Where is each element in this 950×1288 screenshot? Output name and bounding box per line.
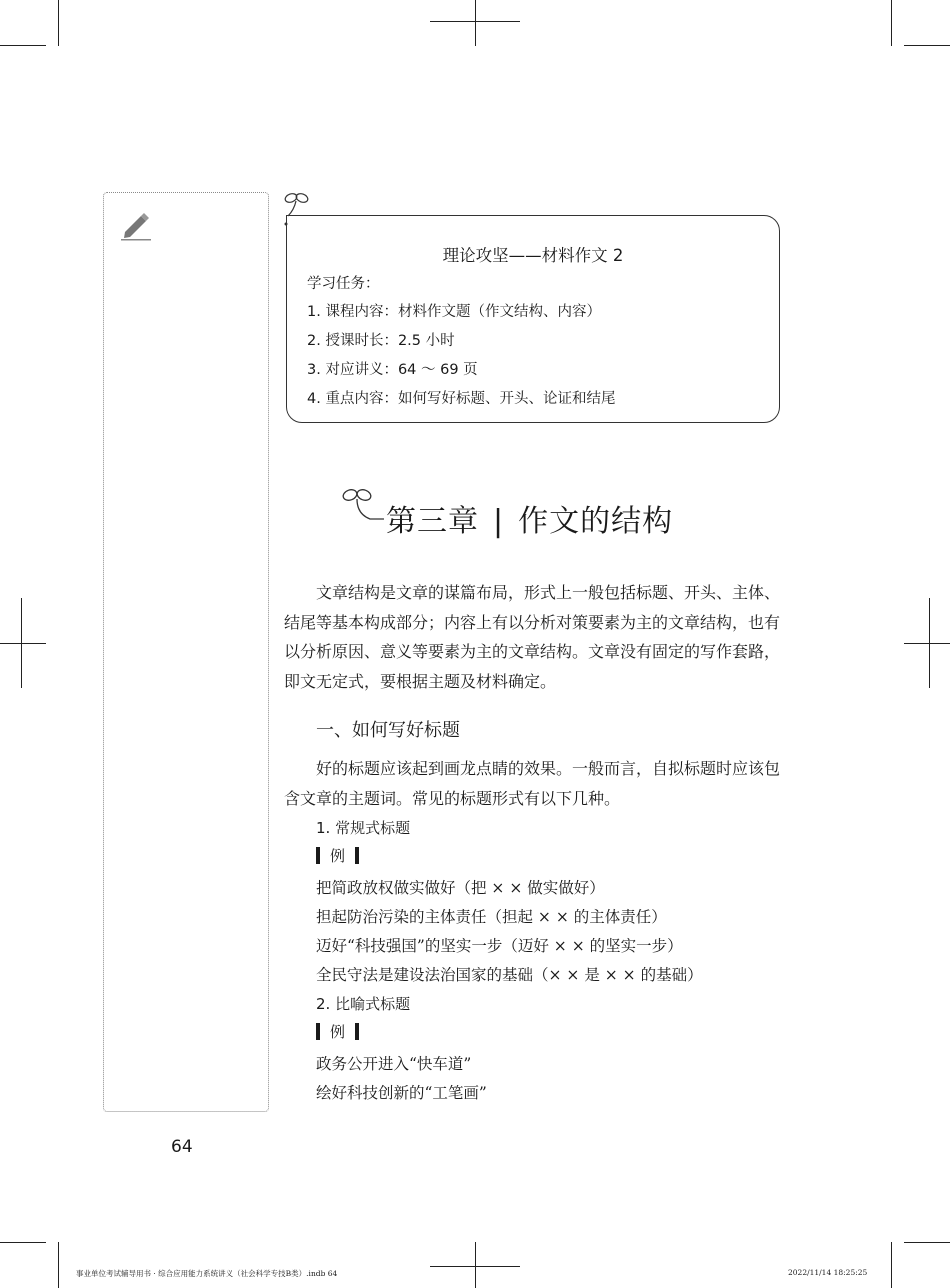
subsection-heading: 2. 比喻式标题 — [316, 995, 411, 1013]
task-label: 学习任务： — [307, 276, 380, 292]
task-item: 1. 课程内容：材料作文题（作文结构、内容） — [307, 304, 601, 320]
crop-mark — [0, 643, 46, 644]
crop-mark — [891, 1242, 892, 1288]
crop-mark — [58, 0, 59, 46]
crop-mark — [904, 643, 950, 644]
example-item: 担起防治污染的主体责任（担起 × × 的主体责任） — [316, 908, 667, 926]
section-heading: 一、如何写好标题 — [316, 720, 460, 741]
example-item: 迈好“科技强国”的坚实一步（迈好 × × 的坚实一步） — [316, 937, 683, 955]
notes-column — [103, 192, 269, 1112]
footer-file-info: 事业单位考试辅导用书 · 综合应用能力系统讲义（社会科学专技B类）.indb 64 — [76, 1269, 338, 1278]
box-title: 理论攻坚——材料作文 2 — [442, 246, 624, 265]
example-label: 例 — [316, 1021, 359, 1042]
page-number: 64 — [171, 1137, 193, 1157]
task-item: 3. 对应讲义：64 ～ 69 页 — [307, 362, 478, 378]
crop-mark — [0, 1242, 46, 1243]
crop-mark — [475, 1242, 476, 1288]
sprout-icon — [340, 486, 386, 526]
section-paragraph: 好的标题应该起到画龙点睛的效果。一般而言，自拟标题时应该包含文章的主题词。常见的标题形式有以下几种。 — [284, 759, 781, 808]
intro-paragraph: 文章结构是文章的谋篇布局，形式上一般包括标题、开头、主体、结尾等基本构成部分；内容上有以分析对策要素为主的文章结构，也有以分析原因、意义等要素为主的文章结构。文章没有固定的写作套路，即文无定式，要根据主题及材料确定。 — [284, 583, 781, 691]
example-item: 全民守法是建设法治国家的基础（× × 是 × × 的基础） — [316, 966, 703, 984]
example-item: 政务公开进入“快车道” — [316, 1055, 472, 1073]
crop-mark — [430, 21, 520, 22]
chapter-number: 第三章 — [386, 504, 479, 539]
crop-mark — [58, 1242, 59, 1288]
crop-mark — [475, 0, 476, 46]
chapter-title: 作文的结构 — [518, 504, 674, 539]
chapter-separator: | — [493, 504, 505, 539]
crop-mark — [0, 45, 46, 46]
example-item: 绘好科技创新的“工笔画” — [316, 1084, 487, 1102]
example-item: 把简政放权做实做好（把 × × 做实做好） — [316, 879, 605, 897]
example-label: 例 — [316, 845, 359, 866]
task-item: 2. 授课时长：2.5 小时 — [307, 333, 455, 349]
chapter-heading — [386, 496, 673, 540]
crop-mark — [904, 1242, 950, 1243]
crop-mark — [430, 1266, 520, 1267]
subsection-heading: 1. 常规式标题 — [316, 819, 411, 837]
footer-timestamp: 2022/11/14 18:25:25 — [788, 1268, 868, 1277]
pencil-icon — [119, 210, 153, 242]
crop-mark — [891, 0, 892, 46]
crop-mark — [904, 45, 950, 46]
task-item: 4. 重点内容：如何写好标题、开头、论证和结尾 — [307, 391, 616, 407]
